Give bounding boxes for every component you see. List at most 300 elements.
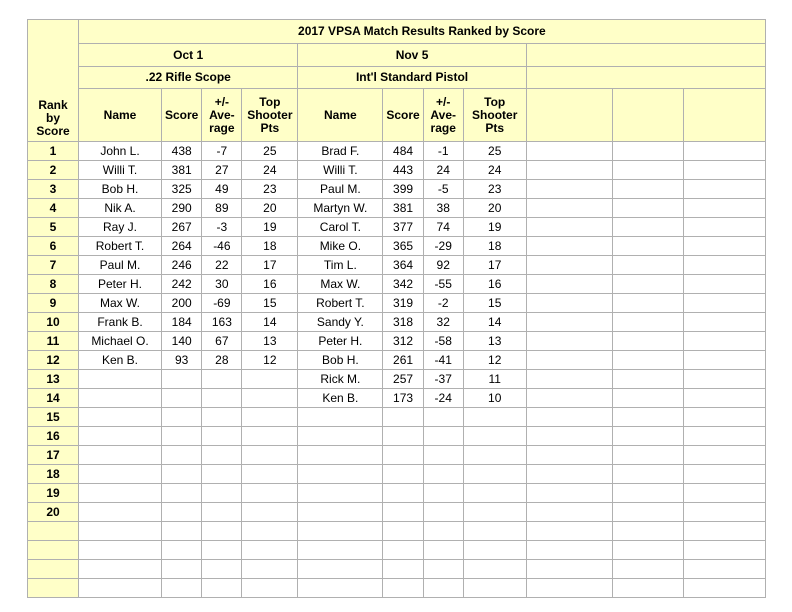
table-row bbox=[28, 161, 766, 180]
pts-cell bbox=[242, 503, 298, 522]
avg-cell: 89 bbox=[202, 199, 242, 218]
score-cell: 381 bbox=[383, 199, 423, 218]
score-cell: 438 bbox=[162, 142, 202, 161]
empty-cell bbox=[683, 199, 765, 218]
name-cell: Bob H. bbox=[79, 180, 162, 199]
name-cell bbox=[298, 408, 383, 427]
name-cell: Willi T. bbox=[298, 161, 383, 180]
empty-cell bbox=[526, 180, 612, 199]
avg-cell: 38 bbox=[423, 199, 463, 218]
name-cell: Robert T. bbox=[79, 237, 162, 256]
name-cell: John L. bbox=[79, 142, 162, 161]
avg-cell: -5 bbox=[423, 180, 463, 199]
empty-cell bbox=[683, 275, 765, 294]
empty-cell bbox=[683, 541, 765, 560]
pts-cell: 13 bbox=[463, 332, 526, 351]
score-cell: 200 bbox=[162, 294, 202, 313]
score-cell bbox=[162, 484, 202, 503]
rank-cell: 9 bbox=[28, 294, 79, 313]
name-cell: Sandy Y. bbox=[298, 313, 383, 332]
pts-cell: 24 bbox=[463, 161, 526, 180]
avg-cell: -2 bbox=[423, 294, 463, 313]
score-cell: 290 bbox=[162, 199, 202, 218]
rank-cell: 14 bbox=[28, 389, 79, 408]
empty-cell bbox=[683, 313, 765, 332]
pts-cell bbox=[463, 503, 526, 522]
name-cell: Bob H. bbox=[298, 351, 383, 370]
rank-cell: 5 bbox=[28, 218, 79, 237]
pts-cell bbox=[242, 560, 298, 579]
empty-cell bbox=[526, 142, 612, 161]
avg-cell: -1 bbox=[423, 142, 463, 161]
score-cell bbox=[162, 389, 202, 408]
avg-cell: -46 bbox=[202, 237, 242, 256]
col-score-1: Score bbox=[162, 89, 202, 142]
empty-cell bbox=[526, 560, 612, 579]
name-cell: Tim L. bbox=[298, 256, 383, 275]
pts-cell: 20 bbox=[242, 199, 298, 218]
name-cell: Paul M. bbox=[79, 256, 162, 275]
rank-cell: 18 bbox=[28, 465, 79, 484]
empty-header-cell bbox=[526, 89, 612, 142]
score-cell: 365 bbox=[383, 237, 423, 256]
empty-cell bbox=[526, 484, 612, 503]
table-row bbox=[28, 408, 766, 427]
pts-cell bbox=[242, 541, 298, 560]
table-row bbox=[28, 180, 766, 199]
avg-cell: 27 bbox=[202, 161, 242, 180]
pts-cell: 15 bbox=[463, 294, 526, 313]
table-row bbox=[28, 275, 766, 294]
score-cell: 312 bbox=[383, 332, 423, 351]
table-row bbox=[28, 503, 766, 522]
rank-cell bbox=[28, 579, 79, 598]
empty-cell bbox=[526, 256, 612, 275]
empty-cell bbox=[683, 427, 765, 446]
score-cell: 484 bbox=[383, 142, 423, 161]
name-cell bbox=[298, 484, 383, 503]
name-cell: Willi T. bbox=[79, 161, 162, 180]
pts-cell: 17 bbox=[463, 256, 526, 275]
avg-cell bbox=[202, 427, 242, 446]
empty-cell bbox=[526, 465, 612, 484]
empty-cell bbox=[683, 503, 765, 522]
empty-cell bbox=[612, 161, 683, 180]
table-row bbox=[28, 294, 766, 313]
rank-cell: 2 bbox=[28, 161, 79, 180]
empty-cell bbox=[612, 541, 683, 560]
name-cell bbox=[79, 503, 162, 522]
score-cell: 267 bbox=[162, 218, 202, 237]
page-title: 2017 VPSA Match Results Ranked by Score bbox=[79, 20, 766, 44]
empty-header-cell bbox=[683, 89, 765, 142]
score-cell bbox=[162, 522, 202, 541]
score-cell bbox=[383, 503, 423, 522]
col-pts-2: Top Shooter Pts bbox=[463, 89, 526, 142]
rank-cell: 1 bbox=[28, 142, 79, 161]
rank-cell bbox=[28, 560, 79, 579]
name-cell bbox=[79, 484, 162, 503]
score-cell bbox=[383, 522, 423, 541]
avg-cell: 28 bbox=[202, 351, 242, 370]
results-table bbox=[27, 19, 766, 598]
empty-cell bbox=[612, 180, 683, 199]
avg-cell: 30 bbox=[202, 275, 242, 294]
name-cell: Martyn W. bbox=[298, 199, 383, 218]
table-row bbox=[28, 389, 766, 408]
score-cell bbox=[162, 427, 202, 446]
empty-cell bbox=[683, 465, 765, 484]
name-cell: Max W. bbox=[298, 275, 383, 294]
score-cell bbox=[383, 579, 423, 598]
avg-cell bbox=[202, 484, 242, 503]
avg-cell bbox=[202, 541, 242, 560]
table-row bbox=[28, 541, 766, 560]
avg-cell: 163 bbox=[202, 313, 242, 332]
avg-cell bbox=[423, 427, 463, 446]
avg-cell: 32 bbox=[423, 313, 463, 332]
avg-cell: -58 bbox=[423, 332, 463, 351]
empty-cell bbox=[612, 351, 683, 370]
empty-cell bbox=[612, 256, 683, 275]
empty-cell bbox=[612, 579, 683, 598]
score-cell bbox=[162, 465, 202, 484]
rank-cell: 16 bbox=[28, 427, 79, 446]
name-cell bbox=[79, 370, 162, 389]
empty-cell bbox=[526, 218, 612, 237]
name-cell bbox=[298, 560, 383, 579]
name-cell: Ray J. bbox=[79, 218, 162, 237]
name-cell: Ken B. bbox=[79, 351, 162, 370]
avg-cell: -24 bbox=[423, 389, 463, 408]
empty-cell bbox=[683, 256, 765, 275]
empty-cell bbox=[683, 142, 765, 161]
pts-cell bbox=[463, 446, 526, 465]
pts-cell bbox=[242, 446, 298, 465]
score-cell bbox=[162, 541, 202, 560]
match-2-date: Nov 5 bbox=[298, 44, 526, 67]
avg-cell bbox=[202, 522, 242, 541]
score-cell: 184 bbox=[162, 313, 202, 332]
table-row bbox=[28, 446, 766, 465]
avg-cell bbox=[423, 503, 463, 522]
empty-cell bbox=[612, 560, 683, 579]
score-cell bbox=[162, 408, 202, 427]
pts-cell: 18 bbox=[463, 237, 526, 256]
score-cell bbox=[383, 408, 423, 427]
pts-cell bbox=[242, 408, 298, 427]
avg-cell bbox=[202, 579, 242, 598]
rank-cell: 15 bbox=[28, 408, 79, 427]
score-cell bbox=[383, 446, 423, 465]
empty-cell bbox=[526, 370, 612, 389]
avg-cell: -55 bbox=[423, 275, 463, 294]
avg-cell bbox=[202, 503, 242, 522]
empty-cell bbox=[526, 389, 612, 408]
empty-date-cell bbox=[526, 44, 765, 67]
empty-cell bbox=[526, 199, 612, 218]
avg-cell: 49 bbox=[202, 180, 242, 199]
pts-cell: 14 bbox=[242, 313, 298, 332]
table-row bbox=[28, 332, 766, 351]
empty-cell bbox=[683, 294, 765, 313]
rank-cell: 13 bbox=[28, 370, 79, 389]
empty-cell bbox=[526, 522, 612, 541]
match-1-date: Oct 1 bbox=[79, 44, 298, 67]
pts-cell: 20 bbox=[463, 199, 526, 218]
table-row bbox=[28, 579, 766, 598]
empty-cell bbox=[612, 237, 683, 256]
rank-cell: 17 bbox=[28, 446, 79, 465]
name-cell: Michael O. bbox=[79, 332, 162, 351]
name-cell bbox=[79, 541, 162, 560]
rank-cell: 6 bbox=[28, 237, 79, 256]
pts-cell: 14 bbox=[463, 313, 526, 332]
avg-cell bbox=[423, 541, 463, 560]
pts-cell bbox=[463, 484, 526, 503]
score-cell: 443 bbox=[383, 161, 423, 180]
pts-cell bbox=[242, 389, 298, 408]
empty-cell bbox=[683, 218, 765, 237]
score-cell bbox=[383, 465, 423, 484]
rank-cell: 3 bbox=[28, 180, 79, 199]
empty-cell bbox=[612, 370, 683, 389]
avg-cell: -41 bbox=[423, 351, 463, 370]
empty-cell bbox=[526, 332, 612, 351]
rank-cell: 4 bbox=[28, 199, 79, 218]
empty-cell bbox=[526, 313, 612, 332]
pts-cell: 19 bbox=[463, 218, 526, 237]
avg-cell bbox=[423, 579, 463, 598]
avg-cell bbox=[202, 408, 242, 427]
match-2-event: Int'l Standard Pistol bbox=[298, 67, 526, 89]
rank-cell: 20 bbox=[28, 503, 79, 522]
empty-cell bbox=[526, 541, 612, 560]
empty-cell bbox=[526, 579, 612, 598]
avg-cell bbox=[423, 408, 463, 427]
score-cell bbox=[162, 370, 202, 389]
name-cell: Frank B. bbox=[79, 313, 162, 332]
pts-cell: 24 bbox=[242, 161, 298, 180]
col-pts-1: Top Shooter Pts bbox=[242, 89, 298, 142]
avg-cell bbox=[202, 560, 242, 579]
name-cell bbox=[79, 579, 162, 598]
avg-cell: 22 bbox=[202, 256, 242, 275]
pts-cell bbox=[463, 560, 526, 579]
avg-cell bbox=[423, 446, 463, 465]
table-row bbox=[28, 237, 766, 256]
name-cell: Brad F. bbox=[298, 142, 383, 161]
avg-cell: -69 bbox=[202, 294, 242, 313]
score-cell bbox=[162, 579, 202, 598]
pts-cell bbox=[463, 579, 526, 598]
name-cell: Paul M. bbox=[298, 180, 383, 199]
avg-cell: 92 bbox=[423, 256, 463, 275]
avg-cell: -29 bbox=[423, 237, 463, 256]
name-cell: Peter H. bbox=[298, 332, 383, 351]
rank-cell bbox=[28, 522, 79, 541]
empty-cell bbox=[612, 446, 683, 465]
score-cell: 246 bbox=[162, 256, 202, 275]
name-cell bbox=[298, 465, 383, 484]
pts-cell: 19 bbox=[242, 218, 298, 237]
table-row bbox=[28, 351, 766, 370]
pts-cell: 16 bbox=[463, 275, 526, 294]
name-cell: Mike O. bbox=[298, 237, 383, 256]
avg-cell: -7 bbox=[202, 142, 242, 161]
score-cell: 377 bbox=[383, 218, 423, 237]
pts-cell: 25 bbox=[463, 142, 526, 161]
empty-cell bbox=[526, 237, 612, 256]
score-cell: 342 bbox=[383, 275, 423, 294]
pts-cell: 13 bbox=[242, 332, 298, 351]
avg-cell bbox=[202, 389, 242, 408]
avg-cell: 74 bbox=[423, 218, 463, 237]
table-row bbox=[28, 465, 766, 484]
empty-cell bbox=[612, 332, 683, 351]
score-cell bbox=[383, 541, 423, 560]
rank-cell: 19 bbox=[28, 484, 79, 503]
score-cell bbox=[162, 503, 202, 522]
table-row bbox=[28, 218, 766, 237]
name-cell: Ken B. bbox=[298, 389, 383, 408]
score-cell: 318 bbox=[383, 313, 423, 332]
name-cell: Max W. bbox=[79, 294, 162, 313]
empty-cell bbox=[612, 465, 683, 484]
score-cell: 93 bbox=[162, 351, 202, 370]
pts-cell bbox=[463, 541, 526, 560]
empty-cell bbox=[683, 180, 765, 199]
pts-cell bbox=[463, 465, 526, 484]
avg-cell: 24 bbox=[423, 161, 463, 180]
score-cell bbox=[383, 427, 423, 446]
empty-cell bbox=[612, 427, 683, 446]
name-cell bbox=[298, 503, 383, 522]
empty-cell bbox=[683, 484, 765, 503]
empty-cell bbox=[683, 332, 765, 351]
table-row bbox=[28, 142, 766, 161]
col-score-2: Score bbox=[383, 89, 423, 142]
rank-header-top: Rank by Score bbox=[28, 20, 79, 142]
score-cell: 140 bbox=[162, 332, 202, 351]
rank-cell: 8 bbox=[28, 275, 79, 294]
empty-cell bbox=[526, 427, 612, 446]
empty-cell bbox=[683, 161, 765, 180]
rank-cell bbox=[28, 541, 79, 560]
name-cell bbox=[298, 427, 383, 446]
score-cell bbox=[383, 484, 423, 503]
col-name-1: Name bbox=[79, 89, 162, 142]
pts-cell: 12 bbox=[463, 351, 526, 370]
empty-cell bbox=[683, 522, 765, 541]
name-cell bbox=[79, 408, 162, 427]
pts-cell: 15 bbox=[242, 294, 298, 313]
name-cell bbox=[79, 522, 162, 541]
empty-cell bbox=[526, 275, 612, 294]
table-row bbox=[28, 427, 766, 446]
name-cell bbox=[298, 522, 383, 541]
col-name-2: Name bbox=[298, 89, 383, 142]
empty-cell bbox=[526, 294, 612, 313]
empty-cell bbox=[683, 560, 765, 579]
name-cell: Robert T. bbox=[298, 294, 383, 313]
pts-cell bbox=[242, 465, 298, 484]
avg-cell bbox=[423, 484, 463, 503]
name-cell bbox=[79, 389, 162, 408]
col-avg-2: +/- Ave-rage bbox=[423, 89, 463, 142]
score-cell: 319 bbox=[383, 294, 423, 313]
pts-cell bbox=[242, 522, 298, 541]
table-row bbox=[28, 199, 766, 218]
col-avg-1: +/- Ave-rage bbox=[202, 89, 242, 142]
score-cell: 261 bbox=[383, 351, 423, 370]
pts-cell bbox=[463, 522, 526, 541]
name-cell bbox=[79, 446, 162, 465]
empty-cell bbox=[683, 389, 765, 408]
score-cell: 381 bbox=[162, 161, 202, 180]
empty-cell bbox=[612, 408, 683, 427]
empty-cell bbox=[526, 503, 612, 522]
pts-cell: 12 bbox=[242, 351, 298, 370]
match-1-event: .22 Rifle Scope bbox=[79, 67, 298, 89]
rank-cell: 12 bbox=[28, 351, 79, 370]
name-cell: Rick M. bbox=[298, 370, 383, 389]
avg-cell bbox=[423, 465, 463, 484]
pts-cell: 10 bbox=[463, 389, 526, 408]
empty-cell bbox=[526, 161, 612, 180]
empty-cell bbox=[683, 408, 765, 427]
table-row bbox=[28, 560, 766, 579]
avg-cell bbox=[423, 522, 463, 541]
rank-cell: 7 bbox=[28, 256, 79, 275]
table-row bbox=[28, 370, 766, 389]
table-row bbox=[28, 484, 766, 503]
pts-cell bbox=[463, 427, 526, 446]
empty-cell bbox=[612, 313, 683, 332]
pts-cell bbox=[242, 579, 298, 598]
pts-cell: 23 bbox=[242, 180, 298, 199]
table-row bbox=[28, 256, 766, 275]
empty-cell bbox=[683, 351, 765, 370]
score-cell: 173 bbox=[383, 389, 423, 408]
empty-cell bbox=[612, 522, 683, 541]
empty-cell bbox=[612, 199, 683, 218]
name-cell bbox=[298, 541, 383, 560]
score-cell bbox=[162, 446, 202, 465]
name-cell bbox=[79, 427, 162, 446]
empty-cell bbox=[612, 484, 683, 503]
name-cell bbox=[298, 446, 383, 465]
avg-cell: -37 bbox=[423, 370, 463, 389]
pts-cell: 23 bbox=[463, 180, 526, 199]
pts-cell: 25 bbox=[242, 142, 298, 161]
empty-cell bbox=[612, 503, 683, 522]
avg-cell: 67 bbox=[202, 332, 242, 351]
empty-cell bbox=[683, 579, 765, 598]
avg-cell bbox=[202, 465, 242, 484]
pts-cell bbox=[242, 370, 298, 389]
score-cell bbox=[162, 560, 202, 579]
avg-cell: -3 bbox=[202, 218, 242, 237]
pts-cell: 17 bbox=[242, 256, 298, 275]
score-cell: 257 bbox=[383, 370, 423, 389]
empty-cell bbox=[683, 237, 765, 256]
empty-event-cell bbox=[526, 67, 765, 89]
name-cell bbox=[298, 579, 383, 598]
empty-cell bbox=[612, 389, 683, 408]
score-cell: 242 bbox=[162, 275, 202, 294]
empty-cell bbox=[612, 218, 683, 237]
